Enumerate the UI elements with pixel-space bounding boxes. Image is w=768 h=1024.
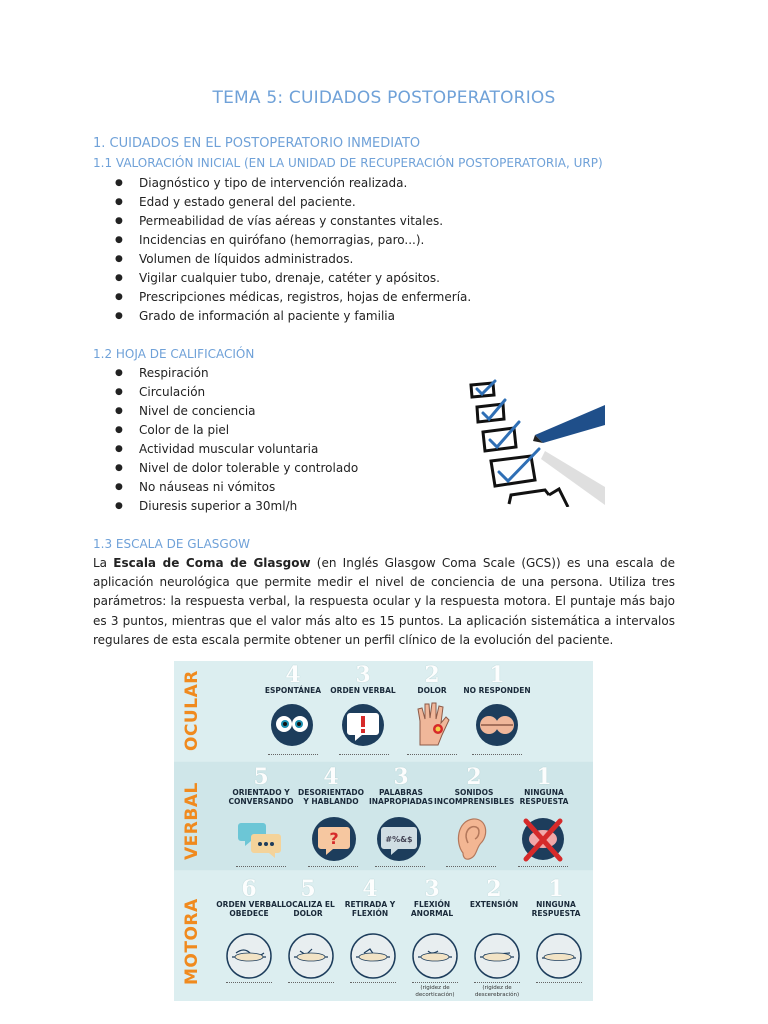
list-item: ● Nivel de conciencia: [93, 402, 358, 421]
motora-score-1: [524, 878, 588, 918]
score-number: 3: [393, 764, 409, 790]
score-number: 5: [300, 876, 316, 902]
ocular-score-3: [328, 664, 398, 695]
score-label: ORDEN VERBAL: [330, 686, 396, 695]
body-posture-icon: [350, 933, 396, 979]
list-item: ● Actividad muscular voluntaria: [93, 440, 358, 459]
verbal-score-4: [294, 766, 368, 806]
score-number: 1: [489, 662, 505, 688]
score-number: 4: [323, 764, 339, 790]
verbal-score-3: [364, 766, 438, 806]
score-label: PALABRAS INAPROPIADAS: [368, 788, 434, 806]
list-item: ● Diuresis superior a 30ml/h: [93, 497, 358, 516]
section-heading-1: 1. CUIDADOS EN EL POSTOPERATORIO INMEDIATO: [93, 136, 421, 151]
para-rest: (en Inglés Glasgow Coma Scale (GCS)) es una escala de aplicación neurológica que permite medir el nivel de conciencia de una persona. Utiliza tres parámetros: la respuesta verbal, la respuesta ocular y la respuesta motora. El puntaje más bajo es 3 puntos, mientras que el valor más alto es 15 puntos. La aplicación sistemática a intervalos regulares de esta escala permite obtener un perfil clínico de la evolución del paciente.: [93, 556, 675, 647]
list-item: ● Edad y estado general del paciente.: [93, 193, 471, 212]
list-item: ● No náuseas ni vómitos: [93, 478, 358, 497]
motora-score-4: [338, 878, 402, 918]
body-posture-icon: [226, 933, 272, 979]
open-eyes-icon: [270, 703, 314, 747]
list-item: ● Circulación: [93, 383, 358, 402]
score-label: DOLOR: [417, 686, 447, 695]
para-bold: Escala de Coma de Glasgow: [113, 556, 311, 570]
score-number: 2: [424, 662, 440, 688]
subsection-heading-1-3: 1.3 ESCALA DE GLASGOW: [93, 537, 251, 551]
hand-pain-icon: [410, 699, 454, 747]
motora-score-2: [462, 878, 526, 909]
page-title: TEMA 5: CUIDADOS POSTOPERATORIOS: [212, 88, 556, 108]
score-number: 4: [285, 662, 301, 688]
glasgow-paragraph: [93, 554, 675, 650]
list-item: ● Incidencias en quirófano (hemorragias, paro...).: [93, 231, 471, 250]
score-number: 2: [466, 764, 482, 790]
motora-score-5: [276, 878, 340, 918]
garbled-words-icon: [376, 816, 422, 862]
score-number: 6: [241, 876, 257, 902]
verbal-score-5: [224, 766, 298, 806]
list-item: ● Diagnóstico y tipo de intervención realizada.: [93, 174, 471, 193]
ear-icon: [449, 813, 493, 863]
list-item: ● Prescripciones médicas, registros, hojas de enfermería.: [93, 288, 471, 307]
verbal-score-1: [510, 766, 578, 806]
score-number: 5: [253, 764, 269, 790]
score-label: FLEXIÓN ANORMAL: [410, 900, 454, 918]
score-number: 1: [548, 876, 564, 902]
score-label: DESORIENTADO Y HABLANDO: [297, 788, 365, 806]
conversation-icon: [238, 817, 282, 861]
valoracion-list: [93, 174, 471, 326]
list-item: ● Nivel de dolor tolerable y controlado: [93, 459, 358, 478]
closed-eyes-icon: [475, 703, 519, 747]
score-label: ORIENTADO Y CONVERSANDO: [228, 788, 294, 806]
list-item: ● Color de la piel: [93, 421, 358, 440]
speech-exclamation-icon: [341, 703, 385, 747]
checklist-pen-icon: [463, 377, 605, 507]
decortication-note: (rigidez de decorticación): [415, 985, 455, 998]
score-label: NINGUNA RESPUESTA: [531, 900, 581, 918]
score-label: ESPONTÁNEA: [264, 686, 322, 695]
calificacion-list: [93, 364, 358, 516]
score-number: 2: [486, 876, 502, 902]
glasgow-scale-infographic: [174, 661, 593, 1001]
question-icon: [311, 816, 357, 862]
score-label: ORDEN VERBAL OBEDECE: [216, 900, 282, 918]
list-item: ● Grado de información al paciente y familia: [93, 307, 471, 326]
ocular-label: OCULAR: [182, 670, 202, 751]
score-label: SONIDOS INCOMPRENSIBLES: [434, 788, 515, 806]
score-number: 3: [424, 876, 440, 902]
score-label: LOCALIZA EL DOLOR: [281, 900, 335, 918]
motora-score-3: [400, 878, 464, 918]
ocular-score-4: [258, 664, 328, 695]
score-number: 3: [355, 662, 371, 688]
subsection-heading-1-1: 1.1 VALORACIÓN INICIAL (EN LA UNIDAD DE RECUPERACIÓN POSTOPERATORIA, URP): [93, 156, 603, 170]
score-label: EXTENSIÓN: [469, 900, 519, 909]
subsection-heading-1-2: 1.2 HOJA DE CALIFICACIÓN: [93, 347, 255, 361]
no-response-mouth-icon: [520, 813, 566, 863]
list-item: ● Permeabilidad de vías aéreas y constantes vitales.: [93, 212, 471, 231]
body-posture-icon: [536, 933, 582, 979]
list-item: ● Vigilar cualquier tubo, drenaje, catéter y apósitos.: [93, 269, 471, 288]
verbal-label: VERBAL: [182, 782, 202, 860]
ocular-score-2: [399, 664, 465, 695]
score-number: 4: [362, 876, 378, 902]
para-prefix: La: [93, 556, 114, 570]
body-posture-icon: [412, 933, 458, 979]
list-item: ● Respiración: [93, 364, 358, 383]
list-item: ● Volumen de líquidos administrados.: [93, 250, 471, 269]
score-label: NO RESPONDEN: [463, 686, 531, 695]
garbled-text: #%&$: [385, 835, 413, 844]
svg-text:?: ?: [329, 829, 339, 848]
score-label: NINGUNA RESPUESTA: [519, 788, 569, 806]
ocular-score-1: [462, 664, 532, 695]
body-posture-icon: [474, 933, 520, 979]
score-label: RETIRADA Y FLEXIÓN: [344, 900, 396, 918]
score-number: 1: [536, 764, 552, 790]
motora-label: MOTORA: [182, 898, 202, 986]
verbal-score-2: [434, 766, 514, 806]
body-posture-icon: [288, 933, 334, 979]
decerebration-note: (rigidez de descerebración): [474, 985, 520, 998]
motora-score-6: [214, 878, 284, 918]
